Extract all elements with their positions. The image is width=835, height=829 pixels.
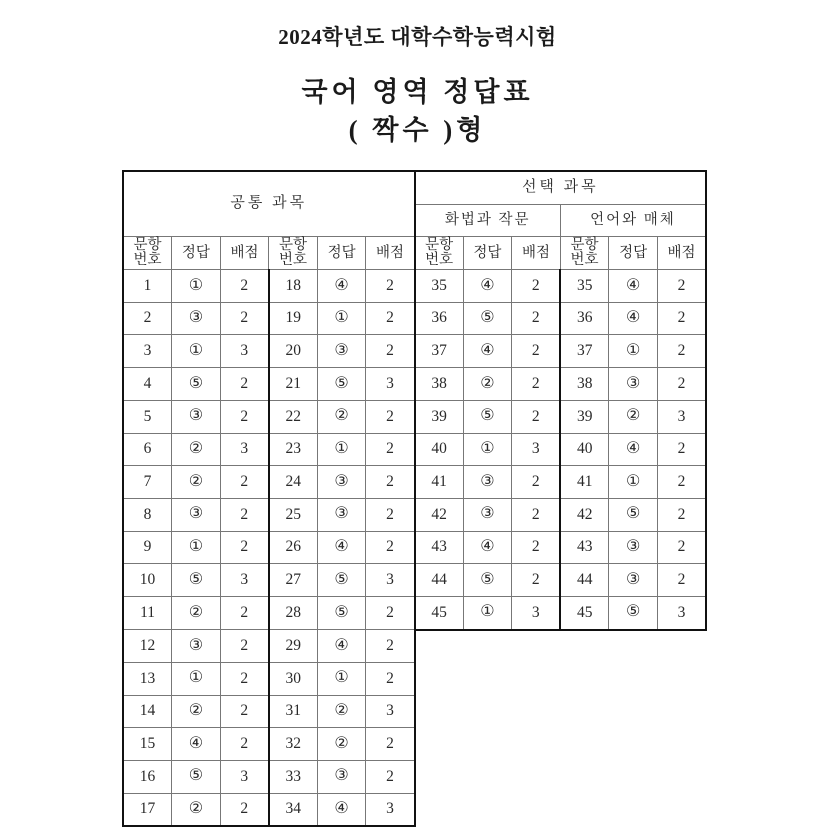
common-points-cell: 3 — [366, 368, 415, 401]
common-question-number-cell: 29 — [269, 630, 318, 663]
column-header-question-number-1 — [123, 237, 172, 270]
common-points-cell: 2 — [220, 400, 269, 433]
question-number-label-line2: 번호 — [133, 252, 162, 269]
common-answer-cell: ⑤ — [172, 564, 221, 597]
common-answer-cell: ⑤ — [172, 368, 221, 401]
common-answer-cell: ① — [172, 335, 221, 368]
elective-points-cell: 2 — [657, 564, 706, 597]
column-header-answer-1: 정답 — [172, 237, 221, 270]
table-header-row-columns — [123, 237, 706, 270]
common-question-number-cell: 7 — [123, 466, 172, 499]
common-points-cell: 2 — [366, 596, 415, 629]
common-points-cell: 2 — [366, 270, 415, 303]
elective-points-cell: 2 — [512, 335, 561, 368]
table-header-row-groups — [123, 171, 706, 204]
table-row — [123, 760, 706, 793]
elective-points-cell: 2 — [657, 433, 706, 466]
column-header-question-number-4 — [560, 237, 609, 270]
subject-title: 국어 영역 정답표 — [301, 77, 534, 108]
elective-answer-cell: ③ — [609, 531, 658, 564]
question-number-label-line2: 번호 — [425, 252, 454, 269]
common-question-number-cell: 34 — [269, 793, 318, 826]
table-row — [123, 270, 706, 303]
elective-question-number-cell: 38 — [415, 368, 464, 401]
common-question-number-cell: 18 — [269, 270, 318, 303]
common-answer-cell: ② — [172, 433, 221, 466]
common-points-cell: 3 — [366, 695, 415, 728]
elective-answer-cell: ③ — [609, 564, 658, 597]
common-answer-cell: ③ — [317, 335, 366, 368]
common-question-number-cell: 9 — [123, 531, 172, 564]
common-question-number-cell: 4 — [123, 368, 172, 401]
elective-points-cell: 2 — [512, 564, 561, 597]
question-number-label-line1: 문항 — [279, 236, 308, 253]
elective-answer-cell: ④ — [463, 531, 512, 564]
elective-answer-cell: ④ — [609, 270, 658, 303]
elective-points-cell: 2 — [657, 302, 706, 335]
column-header-answer-4: 정답 — [609, 237, 658, 270]
elective-question-number-cell: 44 — [415, 564, 464, 597]
exam-year-title: 2024학년도 대학수학능력시험 — [278, 25, 557, 49]
common-answer-cell: ③ — [317, 760, 366, 793]
question-number-label-line1: 문항 — [133, 236, 162, 253]
question-number-label-line1: 문항 — [425, 236, 454, 253]
common-question-number-cell: 26 — [269, 531, 318, 564]
elective-answer-cell: ② — [609, 400, 658, 433]
elective-question-number-cell: 37 — [560, 335, 609, 368]
elective-question-number-cell: 40 — [560, 433, 609, 466]
column-header-answer-3: 정답 — [463, 237, 512, 270]
elective-points-cell: 2 — [512, 270, 561, 303]
table-row — [123, 368, 706, 401]
elective-points-cell: 2 — [512, 498, 561, 531]
common-answer-cell: ① — [172, 662, 221, 695]
common-points-cell: 2 — [366, 728, 415, 761]
common-question-number-cell: 32 — [269, 728, 318, 761]
empty-filler-cell — [415, 793, 707, 826]
common-points-cell: 2 — [366, 433, 415, 466]
elective-answer-cell: ① — [463, 433, 512, 466]
table-row — [123, 630, 706, 663]
elective-points-cell: 2 — [512, 466, 561, 499]
answer-table — [122, 170, 707, 827]
elective-question-number-cell: 40 — [415, 433, 464, 466]
elective-answer-cell: ① — [609, 466, 658, 499]
common-question-number-cell: 31 — [269, 695, 318, 728]
common-points-cell: 2 — [220, 630, 269, 663]
answer-table-wrap — [122, 170, 705, 818]
elective-points-cell: 2 — [657, 270, 706, 303]
elective-question-number-cell: 45 — [560, 596, 609, 629]
common-question-number-cell: 28 — [269, 596, 318, 629]
elective-answer-cell: ⑤ — [463, 400, 512, 433]
elective-question-number-cell: 35 — [560, 270, 609, 303]
elective-answer-cell: ③ — [463, 498, 512, 531]
common-points-cell: 2 — [366, 400, 415, 433]
common-question-number-cell: 3 — [123, 335, 172, 368]
table-row — [123, 793, 706, 826]
elective-question-number-cell: 42 — [415, 498, 464, 531]
table-row — [123, 433, 706, 466]
elective-answer-cell: ② — [463, 368, 512, 401]
elective-question-number-cell: 43 — [560, 531, 609, 564]
common-answer-cell: ③ — [317, 498, 366, 531]
elective-question-number-cell: 43 — [415, 531, 464, 564]
common-points-cell: 3 — [220, 335, 269, 368]
common-answer-cell: ③ — [172, 498, 221, 531]
common-answer-cell: ④ — [317, 793, 366, 826]
column-header-points-1: 배점 — [220, 237, 269, 270]
elective-answer-cell: ④ — [463, 335, 512, 368]
common-points-cell: 2 — [220, 662, 269, 695]
elective-answer-cell: ③ — [609, 368, 658, 401]
table-row — [123, 596, 706, 629]
elective-question-number-cell: 35 — [415, 270, 464, 303]
column-header-points-4: 배점 — [657, 237, 706, 270]
elective-points-cell: 3 — [657, 400, 706, 433]
common-points-cell: 2 — [366, 335, 415, 368]
common-question-number-cell: 20 — [269, 335, 318, 368]
common-answer-cell: ④ — [317, 630, 366, 663]
common-answer-cell: ④ — [317, 531, 366, 564]
common-question-number-cell: 10 — [123, 564, 172, 597]
common-question-number-cell: 25 — [269, 498, 318, 531]
elective-points-cell: 2 — [657, 335, 706, 368]
elective-points-cell: 2 — [657, 466, 706, 499]
common-answer-cell: ① — [317, 433, 366, 466]
elective-subject-header-1: 화법과 작문 — [415, 204, 561, 237]
common-answer-cell: ④ — [172, 728, 221, 761]
common-points-cell: 3 — [366, 793, 415, 826]
common-question-number-cell: 11 — [123, 596, 172, 629]
common-points-cell: 2 — [220, 695, 269, 728]
elective-points-cell: 3 — [657, 596, 706, 629]
common-answer-cell: ② — [317, 400, 366, 433]
elective-question-number-cell: 45 — [415, 596, 464, 629]
common-answer-cell: ② — [172, 695, 221, 728]
elective-answer-cell: ⑤ — [609, 498, 658, 531]
elective-points-cell: 2 — [657, 498, 706, 531]
elective-answer-cell: ④ — [609, 302, 658, 335]
elective-question-number-cell: 44 — [560, 564, 609, 597]
common-question-number-cell: 30 — [269, 662, 318, 695]
common-answer-cell: ① — [317, 302, 366, 335]
common-points-cell: 2 — [366, 662, 415, 695]
common-points-cell: 2 — [366, 498, 415, 531]
common-answer-cell: ③ — [172, 302, 221, 335]
common-points-cell: 2 — [220, 302, 269, 335]
common-answer-cell: ② — [172, 596, 221, 629]
common-answer-cell: ⑤ — [317, 596, 366, 629]
table-row — [123, 662, 706, 695]
elective-answer-cell: ④ — [609, 433, 658, 466]
table-row — [123, 302, 706, 335]
elective-question-number-cell: 39 — [415, 400, 464, 433]
common-question-number-cell: 8 — [123, 498, 172, 531]
table-row — [123, 695, 706, 728]
common-answer-cell: ⑤ — [317, 564, 366, 597]
common-question-number-cell: 16 — [123, 760, 172, 793]
empty-filler-cell — [415, 630, 707, 663]
common-question-number-cell: 24 — [269, 466, 318, 499]
elective-question-number-cell: 36 — [560, 302, 609, 335]
common-question-number-cell: 33 — [269, 760, 318, 793]
table-row — [123, 531, 706, 564]
elective-question-number-cell: 41 — [560, 466, 609, 499]
table-row — [123, 498, 706, 531]
common-question-number-cell: 13 — [123, 662, 172, 695]
common-points-cell: 3 — [220, 564, 269, 597]
column-header-points-2: 배점 — [366, 237, 415, 270]
common-points-cell: 2 — [366, 466, 415, 499]
common-points-cell: 2 — [220, 498, 269, 531]
common-answer-cell: ③ — [317, 466, 366, 499]
common-points-cell: 2 — [220, 466, 269, 499]
elective-points-cell: 2 — [657, 531, 706, 564]
common-question-number-cell: 14 — [123, 695, 172, 728]
group-header-common: 공통 과목 — [123, 171, 415, 237]
column-header-question-number-2 — [269, 237, 318, 270]
elective-points-cell: 2 — [657, 368, 706, 401]
elective-points-cell: 2 — [512, 368, 561, 401]
common-answer-cell: ② — [172, 466, 221, 499]
common-points-cell: 2 — [366, 760, 415, 793]
elective-answer-cell: ⑤ — [463, 302, 512, 335]
elective-question-number-cell: 41 — [415, 466, 464, 499]
elective-points-cell: 2 — [512, 302, 561, 335]
empty-filler-cell — [415, 760, 707, 793]
common-answer-cell: ① — [172, 270, 221, 303]
elective-points-cell: 3 — [512, 433, 561, 466]
question-number-label-line1: 문항 — [570, 236, 599, 253]
common-question-number-cell: 22 — [269, 400, 318, 433]
elective-question-number-cell: 42 — [560, 498, 609, 531]
common-points-cell: 2 — [366, 531, 415, 564]
table-row — [123, 564, 706, 597]
common-question-number-cell: 2 — [123, 302, 172, 335]
elective-points-cell: 3 — [512, 596, 561, 629]
common-points-cell: 2 — [220, 368, 269, 401]
table-row — [123, 728, 706, 761]
common-question-number-cell: 5 — [123, 400, 172, 433]
table-row — [123, 466, 706, 499]
common-answer-cell: ① — [172, 531, 221, 564]
elective-question-number-cell: 37 — [415, 335, 464, 368]
elective-answer-cell: ⑤ — [609, 596, 658, 629]
elective-answer-cell: ⑤ — [463, 564, 512, 597]
elective-question-number-cell: 38 — [560, 368, 609, 401]
form-type-title: ( 짝수 )형 — [348, 114, 487, 145]
common-question-number-cell: 23 — [269, 433, 318, 466]
common-points-cell: 2 — [366, 630, 415, 663]
group-header-elective: 선택 과목 — [415, 171, 707, 204]
column-header-answer-2: 정답 — [317, 237, 366, 270]
common-answer-cell: ① — [317, 662, 366, 695]
common-question-number-cell: 27 — [269, 564, 318, 597]
common-answer-cell: ③ — [172, 630, 221, 663]
common-answer-cell: ③ — [172, 400, 221, 433]
table-row — [123, 335, 706, 368]
elective-answer-cell: ① — [463, 596, 512, 629]
common-points-cell: 2 — [220, 728, 269, 761]
common-points-cell: 2 — [366, 302, 415, 335]
common-answer-cell: ⑤ — [172, 760, 221, 793]
elective-answer-cell: ④ — [463, 270, 512, 303]
elective-answer-cell: ③ — [463, 466, 512, 499]
common-points-cell: 2 — [220, 793, 269, 826]
common-answer-cell: ② — [172, 793, 221, 826]
common-question-number-cell: 17 — [123, 793, 172, 826]
elective-points-cell: 2 — [512, 531, 561, 564]
empty-filler-cell — [415, 695, 707, 728]
common-points-cell: 2 — [220, 596, 269, 629]
common-question-number-cell: 19 — [269, 302, 318, 335]
common-points-cell: 2 — [220, 531, 269, 564]
common-answer-cell: ② — [317, 728, 366, 761]
common-question-number-cell: 21 — [269, 368, 318, 401]
empty-filler-cell — [415, 662, 707, 695]
question-number-label-line2: 번호 — [279, 252, 308, 269]
elective-question-number-cell: 36 — [415, 302, 464, 335]
elective-subject-header-2: 언어와 매체 — [560, 204, 706, 237]
common-points-cell: 3 — [366, 564, 415, 597]
table-row — [123, 400, 706, 433]
column-header-points-3: 배점 — [512, 237, 561, 270]
common-question-number-cell: 1 — [123, 270, 172, 303]
common-question-number-cell: 12 — [123, 630, 172, 663]
common-question-number-cell: 15 — [123, 728, 172, 761]
elective-points-cell: 2 — [512, 400, 561, 433]
empty-filler-cell — [415, 728, 707, 761]
common-points-cell: 2 — [220, 270, 269, 303]
common-points-cell: 3 — [220, 760, 269, 793]
common-answer-cell: ⑤ — [317, 368, 366, 401]
title-block — [0, 0, 835, 148]
column-header-question-number-3 — [415, 237, 464, 270]
common-answer-cell: ④ — [317, 270, 366, 303]
elective-answer-cell: ① — [609, 335, 658, 368]
common-points-cell: 3 — [220, 433, 269, 466]
common-question-number-cell: 6 — [123, 433, 172, 466]
elective-question-number-cell: 39 — [560, 400, 609, 433]
common-answer-cell: ② — [317, 695, 366, 728]
question-number-label-line2: 번호 — [570, 252, 599, 269]
